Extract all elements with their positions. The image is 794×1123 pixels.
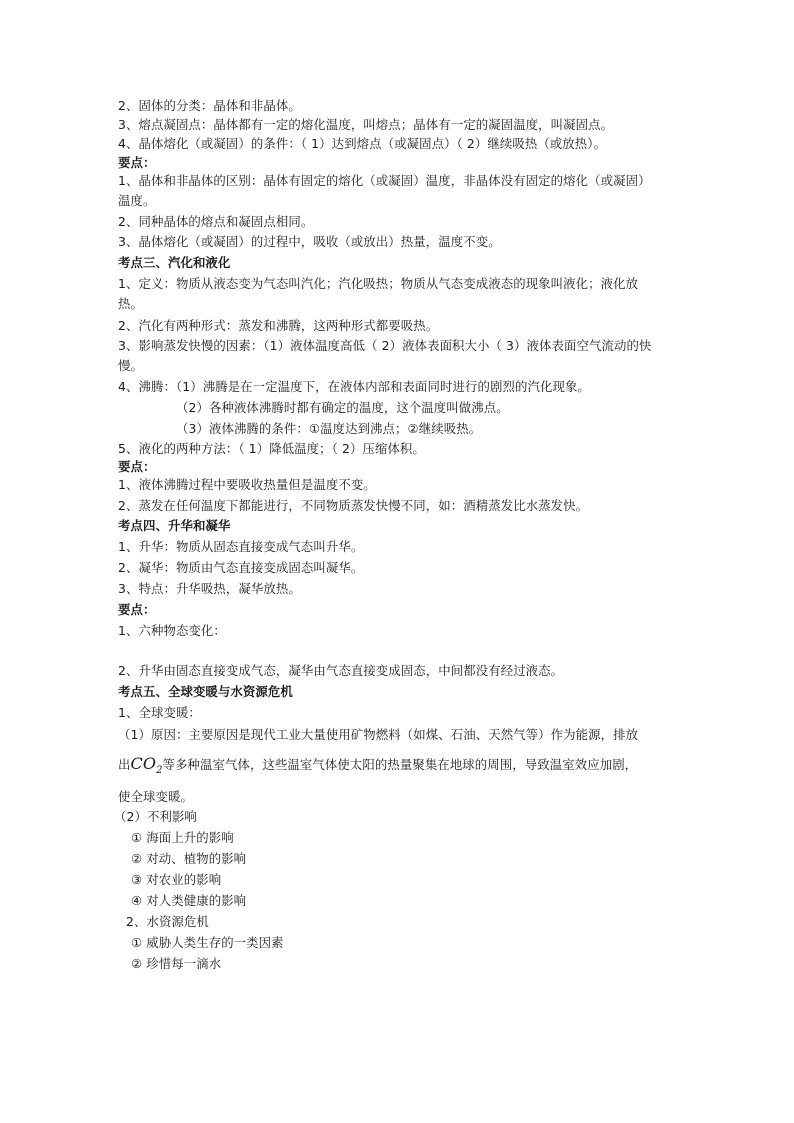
- section-heading: 考点四、升华和凝华: [118, 518, 231, 533]
- text-line: 使全球变暖。: [118, 789, 193, 804]
- text-line: （2）不利影响: [114, 809, 197, 824]
- text-line: 3、熔点凝固点：晶体都有一定的熔化温度，叫熔点；晶体有一定的凝固温度，叫凝固点。: [118, 117, 614, 132]
- text-span: 出: [118, 757, 131, 772]
- formula-text: CO: [130, 754, 157, 773]
- text-line: 1、升华：物质从固态直接变成气态叫升华。: [118, 539, 364, 554]
- list-item: ① 海面上升的影响: [131, 830, 234, 845]
- text-line: 2、固体的分类：晶体和非晶体。: [118, 98, 301, 113]
- text-line: 4、沸腾：（1）沸腾是在一定温度下，在液体内部和表面同时进行的剧烈的汽化现象。: [118, 379, 590, 394]
- list-item: ③ 对农业的影响: [131, 872, 222, 887]
- text-line: 3、晶体熔化（或凝固）的过程中，吸收（或放出）热量，温度不变。: [118, 234, 501, 249]
- text-line: 3、影响蒸发快慢的因素：（1）液体温度高低（ 2）液体表面积大小（ 3）液体表面空气流动的快: [118, 338, 652, 353]
- text-line: 2、水资源危机: [126, 914, 209, 929]
- text-line: 1、定义：物质从液态变为气态叫汽化；汽化吸热；物质从气态变成液态的现象叫液化；液化放: [118, 276, 639, 291]
- text-line: 5、液化的两种方法：（ 1）降低温度；（ 2）压缩体积。: [118, 441, 425, 456]
- text-line: 慢。: [118, 358, 143, 373]
- list-item: ② 珍惜每一滴水: [131, 956, 222, 971]
- text-line: 2、同种晶体的熔点和凝固点相同。: [118, 214, 314, 229]
- list-item: ④ 对人类健康的影响: [131, 893, 247, 908]
- text-line: 2、汽化有两种形式：蒸发和沸腾，这两种形式都要吸热。: [118, 318, 439, 333]
- text-line: 1、六种物态变化：: [118, 623, 226, 638]
- text-line: （3）液体沸腾的条件：①温度达到沸点；②继续吸热。: [176, 421, 482, 436]
- text-line: 1、全球变暖：: [118, 705, 201, 720]
- text-line: 2、蒸发在任何温度下都能进行，不同物质蒸发快慢不同，如：酒精蒸发比水蒸发快。: [118, 498, 589, 513]
- list-item: ② 对动、植物的影响: [131, 851, 247, 866]
- text-line: 3、特点：升华吸热，凝华放热。: [118, 581, 301, 596]
- section-key-points-heading: 要点：: [118, 459, 156, 474]
- section-heading: 考点三、汽化和液化: [118, 255, 231, 270]
- section-heading: 考点五、全球变暖与水资源危机: [118, 684, 293, 699]
- text-line: （1）原因：主要原因是现代工业大量使用矿物燃料（如煤、石油、天然气等）作为能源，排放: [118, 727, 639, 742]
- text-line: 4、晶体熔化（或凝固）的条件：（ 1）达到熔点（或凝固点）（ 2）继续吸热（或放热）。: [118, 136, 607, 151]
- text-line: 热。: [118, 296, 143, 311]
- section-key-points-heading: 要点：: [118, 602, 156, 617]
- text-line: 2、升华由固态直接变成气态，凝华由气态直接变成固态，中间都没有经过液态。: [118, 663, 564, 678]
- co2-formula: [130, 754, 163, 777]
- text-line-with-formula: [118, 756, 637, 779]
- section-key-points-heading: 要点：: [118, 155, 156, 170]
- text-span: 等多种温室气体，这些温室气体使太阳的热量聚集在地球的周围，导致温室效应加剧，: [162, 757, 638, 772]
- formula-subscript: 2: [156, 765, 163, 777]
- text-line: 1、液体沸腾过程中要吸收热量但是温度不变。: [118, 477, 376, 492]
- text-line: （2）各种液体沸腾时都有确定的温度，这个温度叫做沸点。: [176, 400, 509, 415]
- text-line: 2、凝华：物质由气态直接变成固态叫凝华。: [118, 560, 364, 575]
- list-item: ① 威胁人类生存的一类因素: [131, 935, 284, 950]
- text-line: 温度。: [118, 193, 156, 208]
- text-line: 1、晶体和非晶体的区别：晶体有固定的熔化（或凝固）温度，非晶体没有固定的熔化（或凝固）: [118, 173, 651, 188]
